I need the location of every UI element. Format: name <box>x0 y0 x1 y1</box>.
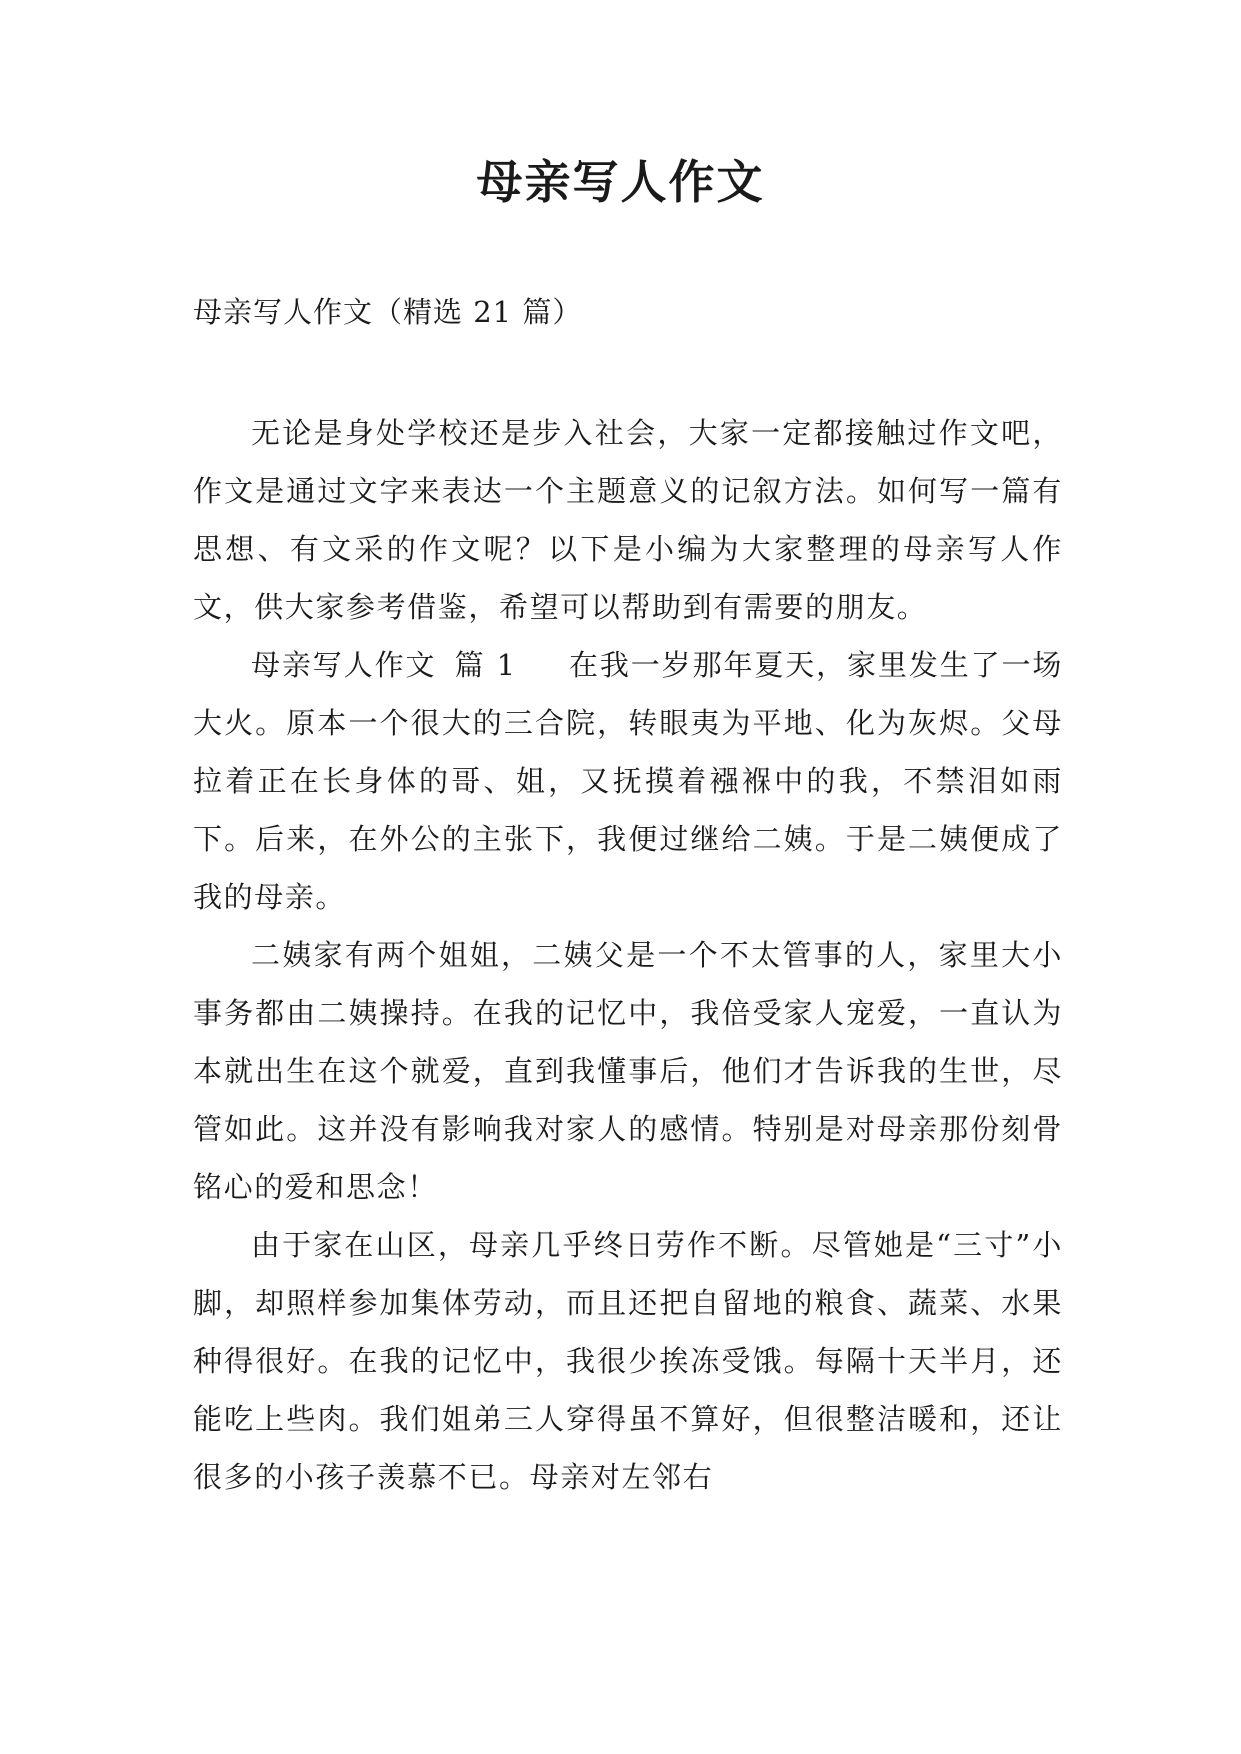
section-1-text: 在我一岁那年夏天，家里发生了一场大火。原本一个很大的三合院，转眼夷为平地、化为灰烬。父母拉着正在长身体的哥、姐，又抚摸着襁褓中的我，不禁泪如雨下。后来，在外公的主张下，我便过继给二姨。于是二姨便成了我的母亲。 <box>193 648 1063 914</box>
body-paragraph-3: 由于家在山区，母亲几乎终日劳作不断。尽管她是“三寸”小脚，却照样参加集体劳动，而且还把自留地的粮食、蔬菜、水果种得很好。在我的记忆中，我很少挨冻受饿。每隔十天半月，还能吃上些肉。我们姐弟三人穿得虽不算好，但很整洁暖和，还让很多的小孩子羡慕不已。母亲对左邻右 <box>193 1228 1063 1494</box>
section-1-paragraph <box>193 636 1063 926</box>
section-label: 篇 1 <box>454 648 517 682</box>
document-title: 母亲写人作文 <box>476 155 765 209</box>
document-subtitle: 母亲写人作文（精选 21 篇） <box>193 295 583 329</box>
document-body <box>193 404 1063 1506</box>
body-paragraph-2: 二姨家有两个姐姐，二姨父是一个不太管事的人，家里大小事务都由二姨操持。在我的记忆中，我倍受家人宠爱，一直认为本就出生在这个就爱，直到我懂事后，他们才告诉我的生世，尽管如此。这并没有影响我对家人的感情。特别是对母亲那份刻骨铭心的爱和思念！ <box>193 938 1063 1204</box>
section-heading: 母亲写人作文 <box>251 648 437 682</box>
intro-paragraph: 无论是身处学校还是步入社会，大家一定都接触过作文吧，作文是通过文字来表达一个主题意义的记叙方法。如何写一篇有思想、有文采的作文呢？以下是小编为大家整理的母亲写人作文，供大家参考借鉴，希望可以帮助到有需要的朋友。 <box>193 416 1063 624</box>
